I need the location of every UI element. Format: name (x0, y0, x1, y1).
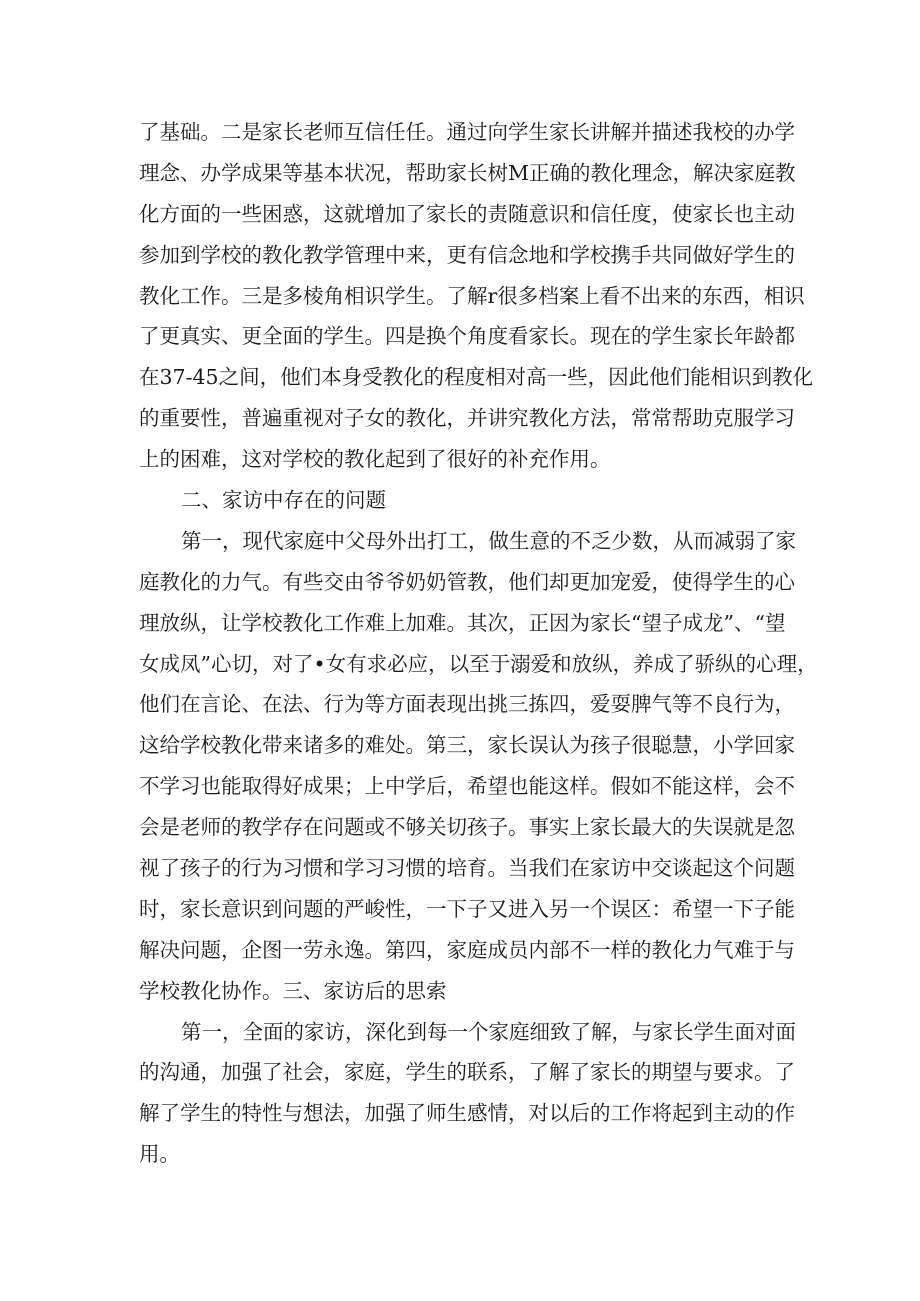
text-line: 解了学生的特性与想法，加强了师生感情，对以后的工作将起到主动的作 (139, 1101, 795, 1126)
text-line: 他们在言论、在法、行为等方面表现出挑三拣四，爱耍脾气等不良行为， (139, 692, 795, 717)
text-line: 庭教化的力气。有些交由爷爷奶奶管教，他们却更加宠爱，使得学生的心 (139, 569, 795, 594)
text-line: 了更真实、更全面的学生。四是换个角度看家长。现在的学生家长年龄都 (139, 324, 795, 349)
text-line: 的沟通，加强了社会，家庭，学生的联系，了解了家长的期望与要求。了 (139, 1060, 795, 1085)
text-line: 女成凤”心切，对了•女有求必应，以至于溺爱和放纵，养成了骄纵的心理， (139, 651, 818, 676)
document-body (139, 112, 818, 1175)
text-line: 会是老师的教学存在问题或不够关切孩子。事实上家长最大的失误就是忽 (139, 815, 795, 840)
text-line: 解决问题，企图一劳永逸。第四，家庭成员内部不一样的教化力气难于与 (139, 937, 795, 962)
text-line: 第一，全面的家访，深化到每一个家庭细致了解，与家长学生面对面 (181, 1019, 796, 1044)
paragraph-continuation (139, 112, 814, 480)
text-line: 化方面的一些困惑，这就增加了家长的责随意识和信任度，使家长也主动 (139, 201, 795, 226)
text-line: 了基础。二是家长老师互信任任。通过向学生家长讲解并描述我校的办学 (139, 120, 795, 144)
text-line: 这给学校教化带来诸多的难处。第三，家长误认为孩子很聪慧，小学回家 (139, 733, 795, 758)
text-line: 学校教化协作。三、家访后的思索 (139, 978, 447, 1003)
text-line: 视了孩子的行为习惯和学习习惯的培育。当我们在家访中交谈起这个问题 (139, 856, 795, 881)
text-line: 上的困难，这对学校的教化起到了很好的补充作用。 (139, 447, 611, 472)
text-line: 的重要性，普遍重视对子女的教化，并讲究教化方法，常常帮助克服学习 (139, 406, 795, 431)
paragraph-reflection (139, 1012, 796, 1176)
text-line: 教化工作。三是多棱角相识学生。了解r很多档案上看不出来的东西，相识 (139, 283, 805, 308)
paragraph-problems (139, 521, 818, 1012)
text-line: 参加到学校的教化教学管理中来，更有信念地和学校携手共同做好学生的 (139, 242, 795, 267)
section-heading: 二、家访中存在的问题 (181, 488, 386, 513)
text-line: 用。 (139, 1142, 180, 1167)
text-line: 理念、办学成果等基本状况，帮助家长树M正确的教化理念，解决家庭教 (139, 160, 796, 185)
text-line: 在37-45之间，他们本身受教化的程度相对高一些，因此他们能相识到教化 (139, 365, 814, 390)
text-line: 不学习也能取得好成果；上中学后，希望也能这样。假如不能这样，会不 (139, 774, 795, 799)
text-line: 第一，现代家庭中父母外出打工，做生意的不乏少数，从而减弱了家 (181, 528, 796, 553)
section-heading-problems (139, 480, 784, 521)
text-line: 理放纵，让学校教化工作难上加难。其次，正因为家长“望子成龙”、“望 (139, 610, 786, 635)
text-line: 时，家长意识到问题的严峻性，一下子又进入另一个误区：希望一下子能 (139, 896, 795, 921)
